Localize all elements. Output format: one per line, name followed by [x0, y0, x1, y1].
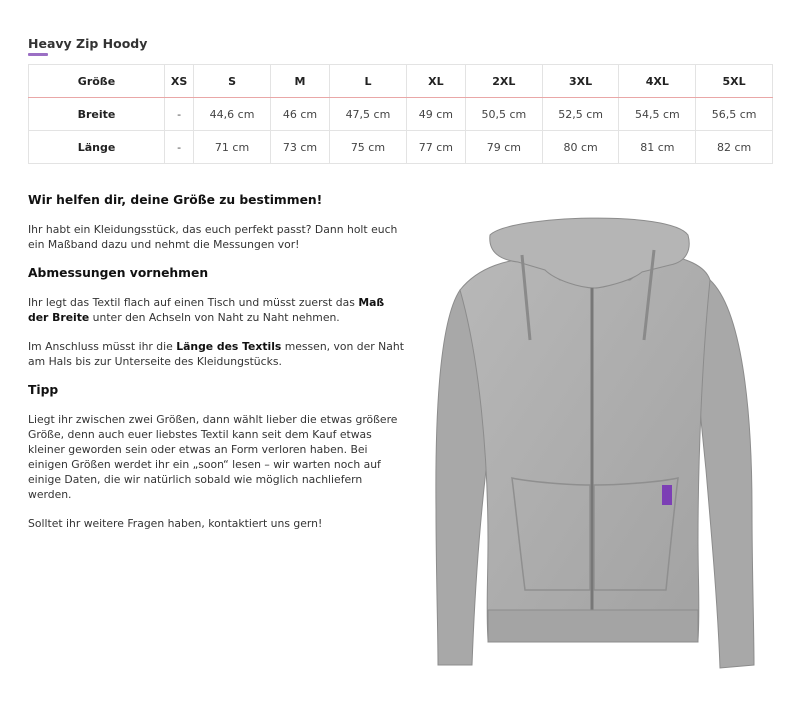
hoody-body [460, 254, 710, 640]
size-col-header: 4XL [619, 65, 696, 98]
size-col-header: XL [406, 65, 465, 98]
table-cell: 54,5 cm [619, 98, 696, 131]
table-cell: 77 cm [406, 131, 465, 164]
bold-length: Länge des Textils [176, 340, 282, 353]
table-cell: 71 cm [194, 131, 271, 164]
text-run: Ihr legt das Textil flach auf einen Tisch und müsst zuerst das [28, 296, 359, 309]
product-title: Heavy Zip Hoody [28, 36, 148, 51]
table-cell: 80 cm [542, 131, 619, 164]
tip-heading: Tipp [28, 383, 59, 397]
table-cell: 44,6 cm [194, 98, 271, 131]
row-label-laenge: Länge [29, 131, 165, 164]
title-underline [28, 53, 48, 56]
table-cell: - [165, 131, 194, 164]
measure-paragraph-length [28, 339, 408, 369]
size-col-header: 5XL [696, 65, 773, 98]
row-label-breite: Breite [29, 98, 165, 131]
table-row [29, 98, 773, 131]
table-cell: 82 cm [696, 131, 773, 164]
table-cell: 81 cm [619, 131, 696, 164]
tip-contact: Solltet ihr weitere Fragen haben, kontaktiert uns gern! [28, 517, 323, 530]
table-cell: - [165, 98, 194, 131]
brand-label [662, 485, 672, 505]
table-cell: 50,5 cm [465, 98, 542, 131]
table-cell: 52,5 cm [542, 98, 619, 131]
table-cell: 47,5 cm [330, 98, 407, 131]
size-col-header: 2XL [465, 65, 542, 98]
measure-heading: Abmessungen vornehmen [28, 266, 209, 280]
size-col-header: S [194, 65, 271, 98]
size-col-header: XS [165, 65, 194, 98]
size-table-header-row [29, 65, 773, 98]
size-header-label: Größe [29, 65, 165, 98]
table-cell: 56,5 cm [696, 98, 773, 131]
table-cell: 75 cm [330, 131, 407, 164]
table-cell: 73 cm [270, 131, 329, 164]
table-cell: 79 cm [465, 131, 542, 164]
guide-intro: Ihr habt ein Kleidungsstück, das euch perfekt passt? Dann holt euch ein Maßband dazu und nehmt die Messungen vor! [28, 223, 398, 251]
text-run: Im Anschluss müsst ihr die [28, 340, 177, 353]
size-col-header: L [330, 65, 407, 98]
tip-paragraph: Liegt ihr zwischen zwei Größen, dann wählt lieber die etwas größere Größe, denn auch euer liebstes Textil kann seit dem Kauf etwas kleiner geworden sein oder etwas an Form verloren haben. Bei einigen Größen werdet ihr ein „soon“ lesen – wir warten noch auf einige Daten, die wir natürlich sobald wie möglich nachliefern werden. [28, 413, 398, 501]
size-table [28, 64, 773, 164]
table-cell: 46 cm [270, 98, 329, 131]
hoody-waistband [488, 610, 698, 642]
size-col-header: M [270, 65, 329, 98]
hoody-image [430, 210, 760, 670]
table-cell: 49 cm [406, 98, 465, 131]
guide-heading: Wir helfen dir, deine Größe zu bestimmen! [28, 193, 323, 207]
text-run: messen, von der Naht am Hals bis zur Unterseite des Kleidungstücks. [28, 340, 404, 368]
bold-width: Maß der Breite [28, 296, 385, 324]
text-run: unter den Achseln von Naht zu Naht nehmen. [89, 311, 340, 324]
size-guide-text [28, 193, 408, 545]
size-col-header: 3XL [542, 65, 619, 98]
measure-paragraph-width [28, 295, 408, 325]
table-row [29, 131, 773, 164]
